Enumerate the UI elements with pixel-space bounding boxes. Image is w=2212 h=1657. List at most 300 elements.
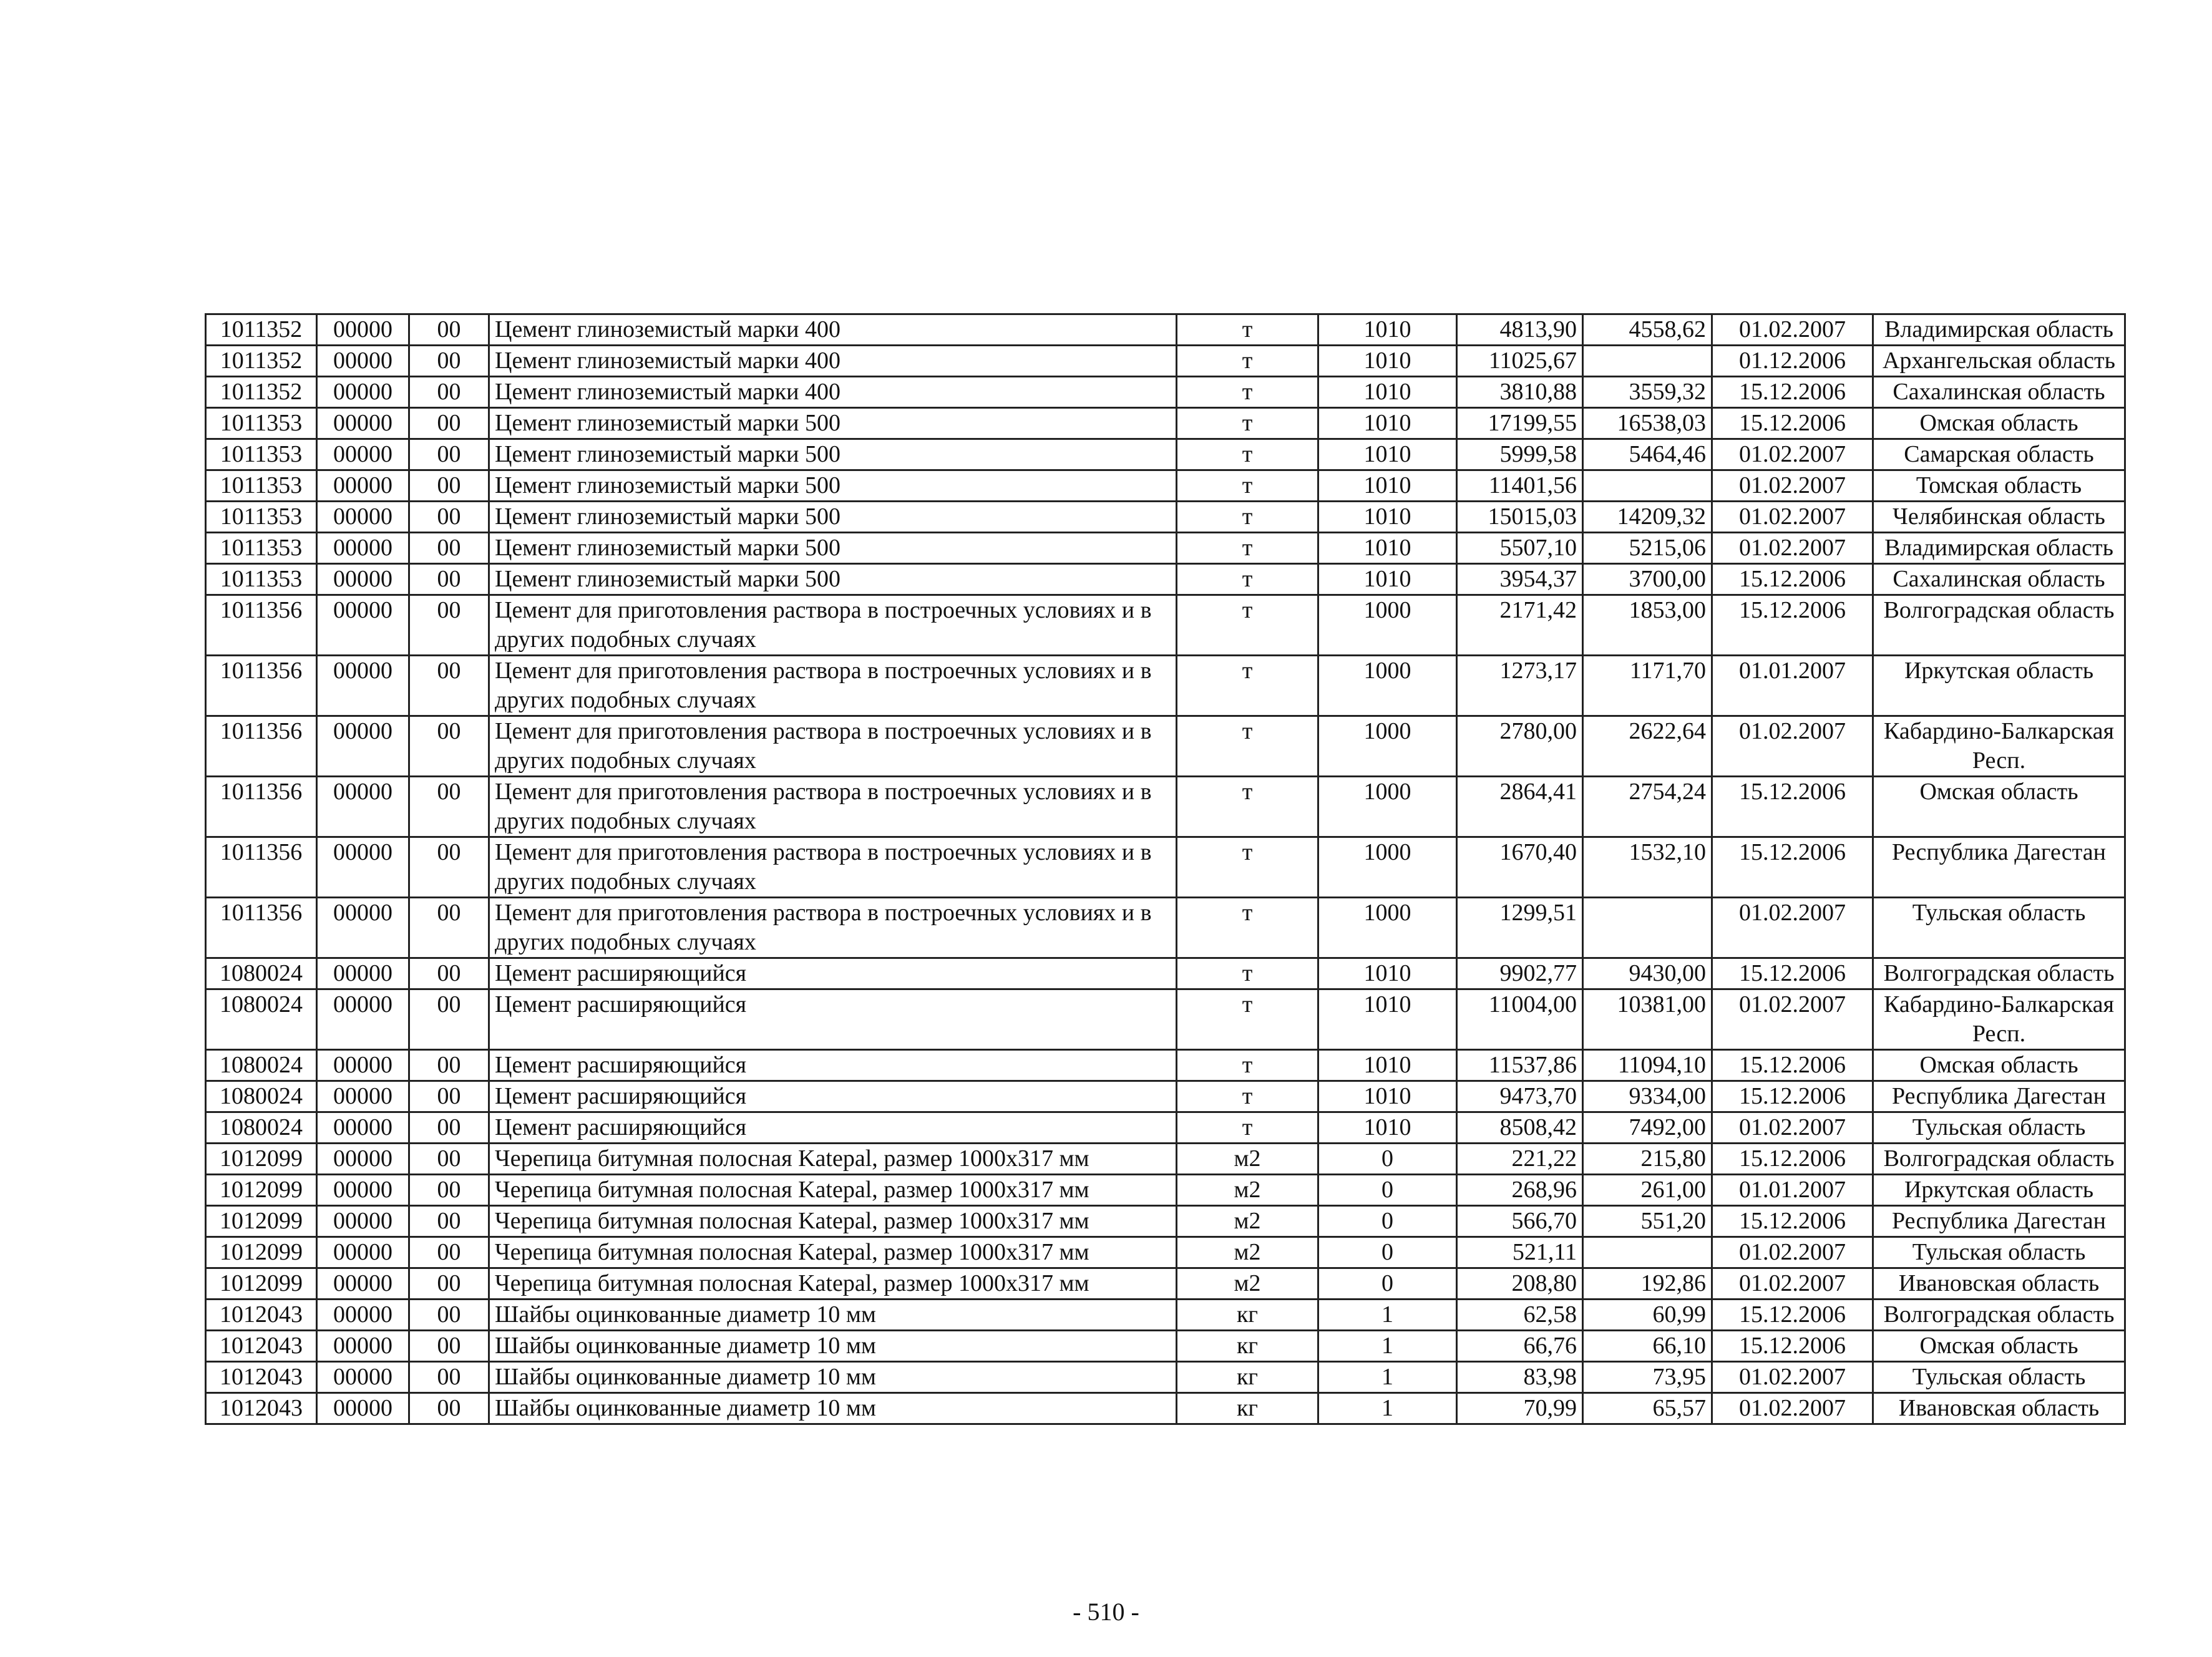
suffix-cell: 00 — [409, 1331, 489, 1362]
sub-code-cell: 00000 — [317, 1175, 409, 1206]
factor-cell: 1010 — [1318, 958, 1457, 989]
unit-cell: м2 — [1177, 1206, 1318, 1237]
material-name-cell: Цемент глиноземистый марки 400 — [489, 314, 1177, 346]
region-cell: Томская область — [1873, 470, 2125, 502]
price-1-cell: 268,96 — [1457, 1175, 1583, 1206]
region-cell: Волгоградская область — [1873, 958, 2125, 989]
unit-cell: м2 — [1177, 1237, 1318, 1268]
material-name-cell: Черепица битумная полосная Katepal, размер 1000х317 мм — [489, 1237, 1177, 1268]
region-cell: Тульская область — [1873, 1112, 2125, 1144]
factor-cell: 1000 — [1318, 898, 1457, 958]
unit-cell: т — [1177, 1081, 1318, 1112]
region-cell: Ивановская область — [1873, 1268, 2125, 1300]
price-2-cell: 73,95 — [1583, 1362, 1712, 1393]
unit-cell: т — [1177, 837, 1318, 898]
factor-cell: 0 — [1318, 1237, 1457, 1268]
code-cell: 1012043 — [206, 1393, 317, 1424]
suffix-cell: 00 — [409, 1175, 489, 1206]
price-2-cell — [1583, 470, 1712, 502]
unit-cell: т — [1177, 656, 1318, 716]
price-1-cell: 1273,17 — [1457, 656, 1583, 716]
table-row — [206, 595, 2125, 656]
region-cell: Тульская область — [1873, 1362, 2125, 1393]
region-cell: Омская область — [1873, 777, 2125, 837]
price-2-cell: 60,99 — [1583, 1300, 1712, 1331]
table-row — [206, 1362, 2125, 1393]
table-row — [206, 314, 2125, 346]
code-cell: 1011353 — [206, 533, 317, 564]
price-1-cell: 2864,41 — [1457, 777, 1583, 837]
date-cell: 15.12.2006 — [1712, 1206, 1873, 1237]
table-row — [206, 1144, 2125, 1175]
price-1-cell: 5999,58 — [1457, 439, 1583, 470]
table-row — [206, 533, 2125, 564]
code-cell: 1011356 — [206, 898, 317, 958]
code-cell: 1011353 — [206, 439, 317, 470]
price-2-cell: 5464,46 — [1583, 439, 1712, 470]
material-name-cell: Цемент глиноземистый марки 500 — [489, 470, 1177, 502]
price-2-cell — [1583, 346, 1712, 377]
unit-cell: т — [1177, 898, 1318, 958]
code-cell: 1012099 — [206, 1206, 317, 1237]
price-1-cell: 3954,37 — [1457, 564, 1583, 595]
price-2-cell: 1171,70 — [1583, 656, 1712, 716]
suffix-cell: 00 — [409, 898, 489, 958]
code-cell: 1012043 — [206, 1300, 317, 1331]
price-1-cell: 11025,67 — [1457, 346, 1583, 377]
factor-cell: 1000 — [1318, 837, 1457, 898]
region-cell: Тульская область — [1873, 1237, 2125, 1268]
region-cell: Волгоградская область — [1873, 595, 2125, 656]
material-name-cell: Цемент для приготовления раствора в построечных условиях и в других подобных случаях — [489, 777, 1177, 837]
factor-cell: 1000 — [1318, 777, 1457, 837]
region-cell: Республика Дагестан — [1873, 1081, 2125, 1112]
factor-cell: 1010 — [1318, 439, 1457, 470]
sub-code-cell: 00000 — [317, 958, 409, 989]
suffix-cell: 00 — [409, 1393, 489, 1424]
date-cell: 01.02.2007 — [1712, 502, 1873, 533]
unit-cell: т — [1177, 502, 1318, 533]
price-2-cell: 9430,00 — [1583, 958, 1712, 989]
code-cell: 1012099 — [206, 1175, 317, 1206]
material-name-cell: Цемент глиноземистый марки 500 — [489, 502, 1177, 533]
unit-cell: т — [1177, 1050, 1318, 1081]
material-name-cell: Черепица битумная полосная Katepal, размер 1000х317 мм — [489, 1206, 1177, 1237]
material-name-cell: Цемент для приготовления раствора в построечных условиях и в других подобных случаях — [489, 716, 1177, 777]
material-name-cell: Шайбы оцинкованные диаметр 10 мм — [489, 1362, 1177, 1393]
date-cell: 01.02.2007 — [1712, 1362, 1873, 1393]
factor-cell: 1000 — [1318, 716, 1457, 777]
material-name-cell: Черепица битумная полосная Katepal, размер 1000х317 мм — [489, 1175, 1177, 1206]
unit-cell: м2 — [1177, 1268, 1318, 1300]
code-cell: 1080024 — [206, 958, 317, 989]
material-name-cell: Цемент расширяющийся — [489, 1081, 1177, 1112]
price-2-cell: 9334,00 — [1583, 1081, 1712, 1112]
region-cell: Омская область — [1873, 408, 2125, 439]
factor-cell: 1 — [1318, 1393, 1457, 1424]
factor-cell: 0 — [1318, 1268, 1457, 1300]
unit-cell: т — [1177, 533, 1318, 564]
price-2-cell: 4558,62 — [1583, 314, 1712, 346]
code-cell: 1011353 — [206, 502, 317, 533]
material-name-cell: Цемент расширяющийся — [489, 1112, 1177, 1144]
sub-code-cell: 00000 — [317, 1144, 409, 1175]
sub-code-cell: 00000 — [317, 595, 409, 656]
suffix-cell: 00 — [409, 1081, 489, 1112]
price-2-cell: 3700,00 — [1583, 564, 1712, 595]
factor-cell: 0 — [1318, 1206, 1457, 1237]
factor-cell: 1010 — [1318, 564, 1457, 595]
table-row — [206, 656, 2125, 716]
sub-code-cell: 00000 — [317, 408, 409, 439]
price-2-cell: 7492,00 — [1583, 1112, 1712, 1144]
region-cell: Архангельская область — [1873, 346, 2125, 377]
code-cell: 1011352 — [206, 377, 317, 408]
region-cell: Омская область — [1873, 1050, 2125, 1081]
suffix-cell: 00 — [409, 1268, 489, 1300]
suffix-cell: 00 — [409, 716, 489, 777]
unit-cell: т — [1177, 777, 1318, 837]
date-cell: 01.02.2007 — [1712, 989, 1873, 1050]
price-2-cell — [1583, 1237, 1712, 1268]
sub-code-cell: 00000 — [317, 439, 409, 470]
table-row — [206, 346, 2125, 377]
price-1-cell: 11401,56 — [1457, 470, 1583, 502]
date-cell: 01.02.2007 — [1712, 1268, 1873, 1300]
table-row — [206, 377, 2125, 408]
sub-code-cell: 00000 — [317, 502, 409, 533]
price-1-cell: 9473,70 — [1457, 1081, 1583, 1112]
price-1-cell: 66,76 — [1457, 1331, 1583, 1362]
table-row — [206, 564, 2125, 595]
table-body — [206, 314, 2125, 1424]
code-cell: 1011353 — [206, 564, 317, 595]
table-row — [206, 989, 2125, 1050]
date-cell: 15.12.2006 — [1712, 564, 1873, 595]
material-name-cell: Цемент глиноземистый марки 500 — [489, 533, 1177, 564]
region-cell: Иркутская область — [1873, 1175, 2125, 1206]
suffix-cell: 00 — [409, 564, 489, 595]
price-2-cell — [1583, 898, 1712, 958]
suffix-cell: 00 — [409, 958, 489, 989]
unit-cell: т — [1177, 314, 1318, 346]
factor-cell: 1010 — [1318, 377, 1457, 408]
unit-cell: м2 — [1177, 1144, 1318, 1175]
material-name-cell: Цемент глиноземистый марки 500 — [489, 408, 1177, 439]
price-1-cell: 9902,77 — [1457, 958, 1583, 989]
price-1-cell: 11537,86 — [1457, 1050, 1583, 1081]
factor-cell: 1010 — [1318, 1081, 1457, 1112]
price-2-cell: 10381,00 — [1583, 989, 1712, 1050]
material-name-cell: Цемент для приготовления раствора в построечных условиях и в других подобных случаях — [489, 656, 1177, 716]
price-1-cell: 521,11 — [1457, 1237, 1583, 1268]
unit-cell: т — [1177, 346, 1318, 377]
material-name-cell: Цемент расширяющийся — [489, 1050, 1177, 1081]
sub-code-cell: 00000 — [317, 533, 409, 564]
suffix-cell: 00 — [409, 656, 489, 716]
sub-code-cell: 00000 — [317, 1081, 409, 1112]
sub-code-cell: 00000 — [317, 716, 409, 777]
unit-cell: кг — [1177, 1393, 1318, 1424]
code-cell: 1011356 — [206, 837, 317, 898]
factor-cell: 1 — [1318, 1362, 1457, 1393]
suffix-cell: 00 — [409, 777, 489, 837]
code-cell: 1012099 — [206, 1237, 317, 1268]
material-name-cell: Цемент для приготовления раствора в построечных условиях и в других подобных случаях — [489, 898, 1177, 958]
date-cell: 15.12.2006 — [1712, 777, 1873, 837]
date-cell: 01.02.2007 — [1712, 716, 1873, 777]
price-1-cell: 17199,55 — [1457, 408, 1583, 439]
unit-cell: т — [1177, 470, 1318, 502]
suffix-cell: 00 — [409, 1237, 489, 1268]
factor-cell: 1010 — [1318, 470, 1457, 502]
material-name-cell: Цемент глиноземистый марки 400 — [489, 377, 1177, 408]
material-name-cell: Шайбы оцинкованные диаметр 10 мм — [489, 1393, 1177, 1424]
table-row — [206, 777, 2125, 837]
date-cell: 15.12.2006 — [1712, 1331, 1873, 1362]
code-cell: 1011356 — [206, 777, 317, 837]
date-cell: 01.02.2007 — [1712, 1112, 1873, 1144]
unit-cell: кг — [1177, 1362, 1318, 1393]
unit-cell: т — [1177, 377, 1318, 408]
table-row — [206, 1300, 2125, 1331]
unit-cell: т — [1177, 408, 1318, 439]
price-1-cell: 1670,40 — [1457, 837, 1583, 898]
date-cell: 01.02.2007 — [1712, 1393, 1873, 1424]
factor-cell: 1 — [1318, 1331, 1457, 1362]
date-cell: 15.12.2006 — [1712, 408, 1873, 439]
factor-cell: 1010 — [1318, 346, 1457, 377]
code-cell: 1080024 — [206, 989, 317, 1050]
unit-cell: т — [1177, 716, 1318, 777]
sub-code-cell: 00000 — [317, 1268, 409, 1300]
price-2-cell: 1853,00 — [1583, 595, 1712, 656]
date-cell: 15.12.2006 — [1712, 1144, 1873, 1175]
suffix-cell: 00 — [409, 470, 489, 502]
factor-cell: 1010 — [1318, 314, 1457, 346]
code-cell: 1011356 — [206, 595, 317, 656]
factor-cell: 1010 — [1318, 1050, 1457, 1081]
suffix-cell: 00 — [409, 439, 489, 470]
code-cell: 1080024 — [206, 1081, 317, 1112]
material-name-cell: Цемент глиноземистый марки 500 — [489, 439, 1177, 470]
date-cell: 15.12.2006 — [1712, 1081, 1873, 1112]
table-row — [206, 1268, 2125, 1300]
date-cell: 01.02.2007 — [1712, 533, 1873, 564]
sub-code-cell: 00000 — [317, 377, 409, 408]
sub-code-cell: 00000 — [317, 1300, 409, 1331]
unit-cell: т — [1177, 958, 1318, 989]
code-cell: 1012043 — [206, 1331, 317, 1362]
factor-cell: 0 — [1318, 1175, 1457, 1206]
price-2-cell: 16538,03 — [1583, 408, 1712, 439]
sub-code-cell: 00000 — [317, 837, 409, 898]
factor-cell: 1010 — [1318, 1112, 1457, 1144]
code-cell: 1011352 — [206, 314, 317, 346]
region-cell: Кабардино-Балкарская Респ. — [1873, 716, 2125, 777]
code-cell: 1080024 — [206, 1050, 317, 1081]
region-cell: Владимирская область — [1873, 314, 2125, 346]
date-cell: 15.12.2006 — [1712, 1300, 1873, 1331]
suffix-cell: 00 — [409, 408, 489, 439]
price-2-cell: 261,00 — [1583, 1175, 1712, 1206]
material-name-cell: Шайбы оцинкованные диаметр 10 мм — [489, 1331, 1177, 1362]
material-name-cell: Черепица битумная полосная Katepal, размер 1000х317 мм — [489, 1268, 1177, 1300]
material-name-cell: Черепица битумная полосная Katepal, размер 1000х317 мм — [489, 1144, 1177, 1175]
region-cell: Владимирская область — [1873, 533, 2125, 564]
sub-code-cell: 00000 — [317, 314, 409, 346]
material-name-cell: Цемент глиноземистый марки 400 — [489, 346, 1177, 377]
suffix-cell: 00 — [409, 346, 489, 377]
price-1-cell: 208,80 — [1457, 1268, 1583, 1300]
table-row — [206, 1081, 2125, 1112]
page-number: - 510 - — [1073, 1598, 1139, 1626]
date-cell: 01.02.2007 — [1712, 314, 1873, 346]
price-2-cell: 551,20 — [1583, 1206, 1712, 1237]
date-cell: 01.02.2007 — [1712, 470, 1873, 502]
suffix-cell: 00 — [409, 837, 489, 898]
suffix-cell: 00 — [409, 502, 489, 533]
code-cell: 1011356 — [206, 716, 317, 777]
table-row — [206, 1050, 2125, 1081]
code-cell: 1011352 — [206, 346, 317, 377]
code-cell: 1012043 — [206, 1362, 317, 1393]
region-cell: Самарская область — [1873, 439, 2125, 470]
factor-cell: 1010 — [1318, 502, 1457, 533]
price-1-cell: 11004,00 — [1457, 989, 1583, 1050]
region-cell: Волгоградская область — [1873, 1300, 2125, 1331]
sub-code-cell: 00000 — [317, 1362, 409, 1393]
price-1-cell: 2171,42 — [1457, 595, 1583, 656]
table-row — [206, 716, 2125, 777]
sub-code-cell: 00000 — [317, 1050, 409, 1081]
suffix-cell: 00 — [409, 1300, 489, 1331]
unit-cell: т — [1177, 439, 1318, 470]
date-cell: 01.02.2007 — [1712, 898, 1873, 958]
date-cell: 15.12.2006 — [1712, 958, 1873, 989]
factor-cell: 1010 — [1318, 533, 1457, 564]
price-1-cell: 2780,00 — [1457, 716, 1583, 777]
price-2-cell: 2622,64 — [1583, 716, 1712, 777]
suffix-cell: 00 — [409, 377, 489, 408]
sub-code-cell: 00000 — [317, 1331, 409, 1362]
sub-code-cell: 00000 — [317, 1112, 409, 1144]
region-cell: Сахалинская область — [1873, 564, 2125, 595]
material-name-cell: Цемент для приготовления раствора в построечных условиях и в других подобных случаях — [489, 837, 1177, 898]
date-cell: 01.02.2007 — [1712, 439, 1873, 470]
table-row — [206, 837, 2125, 898]
unit-cell: т — [1177, 595, 1318, 656]
unit-cell: кг — [1177, 1331, 1318, 1362]
table-row — [206, 1237, 2125, 1268]
unit-cell: т — [1177, 564, 1318, 595]
suffix-cell: 00 — [409, 314, 489, 346]
date-cell: 01.02.2007 — [1712, 1237, 1873, 1268]
table-row — [206, 408, 2125, 439]
unit-cell: т — [1177, 989, 1318, 1050]
date-cell: 15.12.2006 — [1712, 1050, 1873, 1081]
price-2-cell: 215,80 — [1583, 1144, 1712, 1175]
sub-code-cell: 00000 — [317, 1393, 409, 1424]
factor-cell: 1000 — [1318, 595, 1457, 656]
code-cell: 1011353 — [206, 408, 317, 439]
material-name-cell: Цемент расширяющийся — [489, 989, 1177, 1050]
price-2-cell: 1532,10 — [1583, 837, 1712, 898]
price-2-cell: 65,57 — [1583, 1393, 1712, 1424]
date-cell: 15.12.2006 — [1712, 837, 1873, 898]
price-1-cell: 3810,88 — [1457, 377, 1583, 408]
sub-code-cell: 00000 — [317, 777, 409, 837]
date-cell: 01.01.2007 — [1712, 656, 1873, 716]
price-2-cell: 3559,32 — [1583, 377, 1712, 408]
price-1-cell: 15015,03 — [1457, 502, 1583, 533]
unit-cell: кг — [1177, 1300, 1318, 1331]
price-1-cell: 83,98 — [1457, 1362, 1583, 1393]
sub-code-cell: 00000 — [317, 470, 409, 502]
date-cell: 15.12.2006 — [1712, 377, 1873, 408]
price-2-cell: 192,86 — [1583, 1268, 1712, 1300]
table-row — [206, 470, 2125, 502]
factor-cell: 1 — [1318, 1300, 1457, 1331]
suffix-cell: 00 — [409, 989, 489, 1050]
sub-code-cell: 00000 — [317, 656, 409, 716]
table-row — [206, 1112, 2125, 1144]
price-2-cell: 2754,24 — [1583, 777, 1712, 837]
price-table — [205, 313, 2126, 1425]
date-cell: 01.01.2007 — [1712, 1175, 1873, 1206]
sub-code-cell: 00000 — [317, 898, 409, 958]
price-2-cell: 5215,06 — [1583, 533, 1712, 564]
price-1-cell: 62,58 — [1457, 1300, 1583, 1331]
table-row — [206, 1175, 2125, 1206]
table-row — [206, 1393, 2125, 1424]
table-row — [206, 439, 2125, 470]
price-1-cell: 566,70 — [1457, 1206, 1583, 1237]
price-1-cell: 70,99 — [1457, 1393, 1583, 1424]
table-row — [206, 1206, 2125, 1237]
suffix-cell: 00 — [409, 533, 489, 564]
price-1-cell: 1299,51 — [1457, 898, 1583, 958]
code-cell: 1011356 — [206, 656, 317, 716]
code-cell: 1012099 — [206, 1144, 317, 1175]
region-cell: Кабардино-Балкарская Респ. — [1873, 989, 2125, 1050]
region-cell: Волгоградская область — [1873, 1144, 2125, 1175]
factor-cell: 1010 — [1318, 989, 1457, 1050]
suffix-cell: 00 — [409, 1050, 489, 1081]
factor-cell: 1010 — [1318, 408, 1457, 439]
suffix-cell: 00 — [409, 595, 489, 656]
suffix-cell: 00 — [409, 1206, 489, 1237]
region-cell: Республика Дагестан — [1873, 1206, 2125, 1237]
unit-cell: м2 — [1177, 1175, 1318, 1206]
sub-code-cell: 00000 — [317, 1237, 409, 1268]
price-1-cell: 8508,42 — [1457, 1112, 1583, 1144]
price-1-cell: 221,22 — [1457, 1144, 1583, 1175]
sub-code-cell: 00000 — [317, 564, 409, 595]
code-cell: 1080024 — [206, 1112, 317, 1144]
table-row — [206, 1331, 2125, 1362]
region-cell: Ивановская область — [1873, 1393, 2125, 1424]
sub-code-cell: 00000 — [317, 346, 409, 377]
region-cell: Челябинская область — [1873, 502, 2125, 533]
region-cell: Сахалинская область — [1873, 377, 2125, 408]
date-cell: 01.12.2006 — [1712, 346, 1873, 377]
material-name-cell: Цемент для приготовления раствора в построечных условиях и в других подобных случаях — [489, 595, 1177, 656]
material-name-cell: Цемент глиноземистый марки 500 — [489, 564, 1177, 595]
table-row — [206, 898, 2125, 958]
date-cell: 15.12.2006 — [1712, 595, 1873, 656]
price-2-cell: 14209,32 — [1583, 502, 1712, 533]
